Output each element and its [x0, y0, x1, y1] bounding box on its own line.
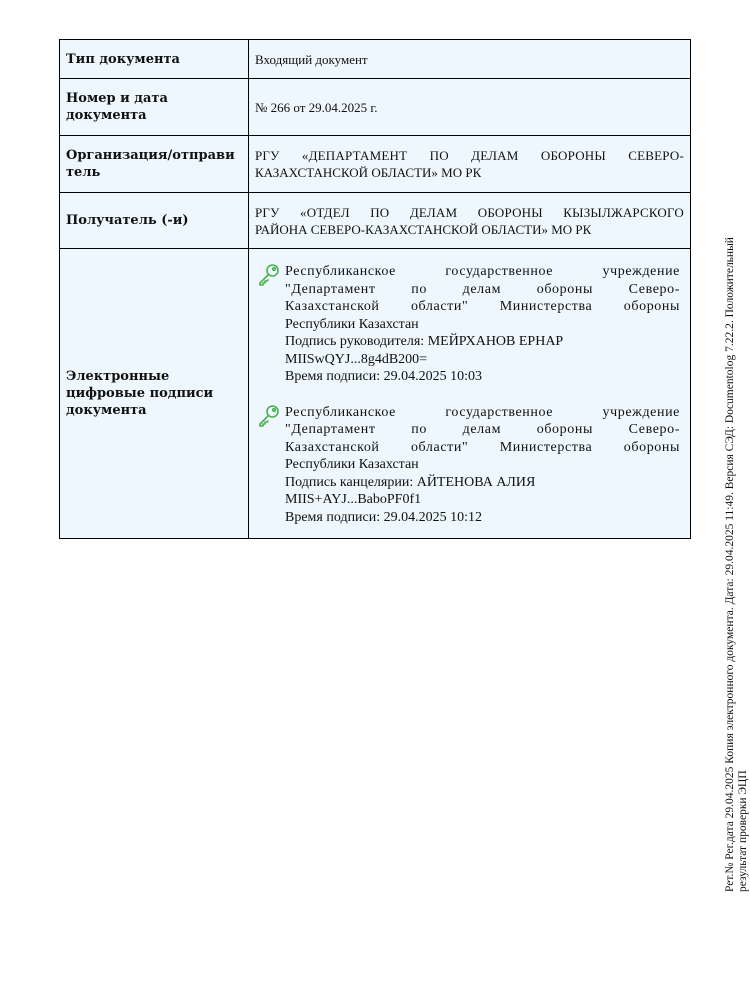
- table-row: [60, 136, 691, 193]
- signatures-label: Электронные цифровые подписи документа: [60, 249, 249, 539]
- document-info-table: [59, 39, 691, 539]
- sender-label: [60, 136, 249, 193]
- signature-signer: Подпись руководителя: МЕЙРХАНОВ ЕРНАР: [285, 334, 564, 349]
- table-row: [60, 40, 691, 79]
- recipient-label: Получатель (-и): [60, 193, 249, 249]
- signature-details: [285, 404, 684, 527]
- table-row: [60, 193, 691, 249]
- sidebar-line1: Рет.№ Рег.дата 29.04.2025 Копия электронного документа. Дата: 29.04.2025 11:49. Версия СЭД: Documentolog 7.22.2. Положительный: [724, 237, 736, 892]
- key-icon: [257, 404, 285, 432]
- signature-cert: MIIS+AYJ...BaboPF0f1: [285, 492, 422, 507]
- recipient-value-line1: РГУ «ОТДЕЛ ПО ДЕЛАМ ОБОРОНЫ КЫЗЫЛЖАРСКОГО: [255, 204, 684, 220]
- doc-number-label: Номер и дата документа: [60, 79, 249, 136]
- doc-number-value: № 266 от 29.04.2025 г.: [249, 79, 691, 136]
- signature-time: Время подписи: 29.04.2025 10:12: [285, 509, 483, 525]
- signature-org-line: Казахстанской области" Министерства обороны: [285, 439, 680, 455]
- signature-org-line: "Департамент по делам обороны Северо-: [285, 422, 680, 437]
- key-icon: [257, 263, 285, 291]
- signature-time: Время подписи: 29.04.2025 10:03: [285, 369, 483, 384]
- sender-label-line1: Организация/отправи: [66, 148, 235, 163]
- sender-value-line2: КАЗАХСТАНСКОЙ ОБЛАСТИ» МО РК: [255, 165, 482, 180]
- recipient-value: [249, 193, 691, 249]
- sender-value-line1: РГУ «ДЕПАРТАМЕНТ ПО ДЕЛАМ ОБОРОНЫ СЕВЕРО-: [255, 148, 684, 163]
- recipient-value-line2: РАЙОНА СЕВЕРО-КАЗАХСТАНСКОЙ ОБЛАСТИ» МО РК: [255, 221, 592, 237]
- verification-sidebar-text: [724, 192, 750, 892]
- signature-org-line: "Департамент по делам обороны Северо-: [285, 281, 680, 297]
- doc-type-label: Тип документа: [60, 40, 249, 79]
- signature-org-line: Республики Казахстан: [285, 457, 419, 472]
- signatures-cell: [249, 249, 691, 539]
- signature-org-line: Республиканское государственное учреждение: [285, 404, 680, 420]
- signature-org-line: Республики Казахстан: [285, 316, 419, 332]
- signature-signer: Подпись канцелярии: АЙТЕНОВА АЛИЯ: [285, 474, 536, 490]
- signature-entry: [257, 404, 684, 527]
- table-row: [60, 249, 691, 539]
- signature-entry: [257, 263, 684, 386]
- signature-details: [285, 263, 684, 386]
- signature-cert: MIISwQYJ...8g4dB200=: [285, 351, 428, 367]
- signature-org-line: Казахстанской области" Министерства обороны: [285, 299, 680, 314]
- sidebar-line2: результат проверки ЭЦП: [737, 770, 749, 892]
- doc-type-value: Входящий документ: [249, 40, 691, 79]
- signature-org-line: Республиканское государственное учреждение: [285, 264, 680, 279]
- table-row: [60, 79, 691, 136]
- sender-value: [249, 136, 691, 193]
- sender-label-line2: тель: [66, 165, 101, 180]
